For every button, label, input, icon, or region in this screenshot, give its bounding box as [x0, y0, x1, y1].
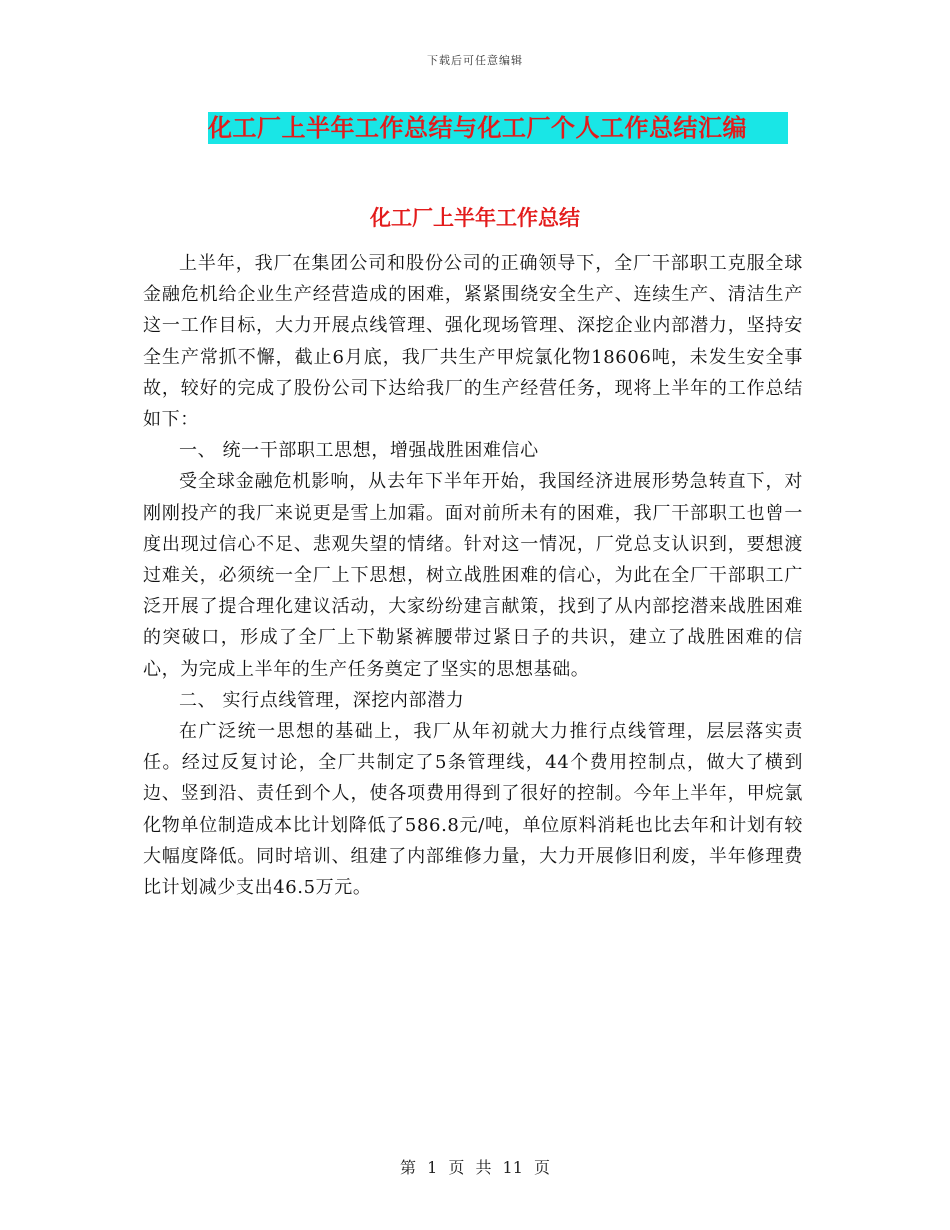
- document-body: [143, 248, 803, 903]
- paragraph-section-one: 受全球金融危机影响，从去年下半年开始，我国经济进展形势急转直下，对刚刚投产的我厂来说更是雪上加霜。面对前所未有的困难，我厂干部职工也曾一度出现过信心不足、悲观失望的情绪。针对这一情况，厂党总支认识到，要想渡过难关，必须统一全厂上下思想，树立战胜困难的信心，为此在全厂干部职工广泛开展了提合理化建议活动，大家纷纷建言献策，找到了从内部挖潜来战胜困难的突破口，形成了全厂上下勒紧裤腰带过紧日子的共识，建立了战胜困难的信心，为完成上半年的生产任务奠定了坚实的思想基础。: [143, 471, 803, 680]
- heading-section-one: 一、 统一干部职工思想，增强战胜困难信心: [179, 440, 539, 462]
- paragraph-section-two: 在广泛统一思想的基础上，我厂从年初就大力推行点线管理，层层落实责任。经过反复讨论，全厂共制定了5条管理线，44个费用控制点，做大了横到边、竖到沿、责任到个人，使各项费用得到了很好的控制。今年上半年，甲烷氯化物单位制造成本比计划降低了586.8元/吨，单位原料消耗也比去年和计划有较大幅度降低。同时培训、组建了内部维修力量，大力开展修旧利废，半年修理费比计划减少支出46.5万元。: [143, 721, 803, 899]
- paragraph-intro: 上半年，我厂在集团公司和股份公司的正确领导下，全厂干部职工克服全球金融危机给企业生产经营造成的困难，紧紧围绕安全生产、连续生产、清洁生产这一工作目标，大力开展点线管理、强化现场管理、深挖企业内部潜力，坚持安全生产常抓不懈，截止6月底，我厂共生产甲烷氯化物18606吨，未发生安全事故，较好的完成了股份公司下达给我厂的生产经营任务，现将上半年的工作总结如下：: [143, 253, 803, 431]
- document-title: 化工厂上半年工作总结与化工厂个人工作总结汇编: [208, 113, 747, 142]
- heading-section-two: 二、 实行点线管理，深挖内部潜力: [179, 689, 465, 711]
- section-title: 化工厂上半年工作总结: [370, 205, 580, 230]
- header-note: 下载后可任意编辑: [427, 54, 523, 67]
- page-number: 第 1 页 共 11 页: [400, 1158, 550, 1177]
